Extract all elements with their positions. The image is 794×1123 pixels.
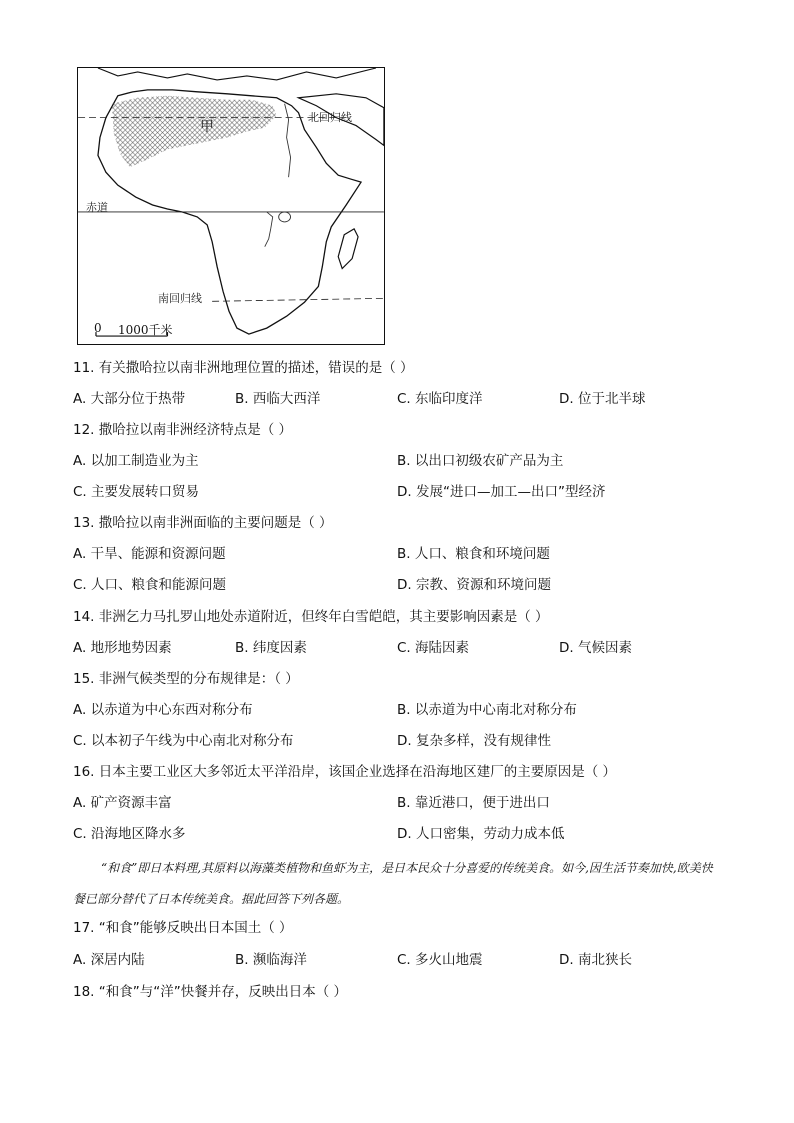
question-15-option-b: B. 以赤道为中心南北对称分布 bbox=[397, 702, 577, 718]
question-16-option-c: C. 沿海地区降水多 bbox=[73, 826, 186, 842]
reading-passage: “和食”即日本料理,其原料以海藻类植物和鱼虾为主，是日本民众十分喜爱的传统美食。如今,因生活节奏加快,欧美快餐已部分替代了日本传统美食。据此回答下列各题。 bbox=[73, 861, 713, 906]
question-17-option-d: D. 南北狭长 bbox=[559, 952, 632, 968]
question-12-option-c: C. 主要发展转口贸易 bbox=[73, 484, 200, 500]
question-11-option-b: B. 西临大西洋 bbox=[235, 391, 321, 407]
question-13-option-a: A. 干旱、能源和资源问题 bbox=[73, 546, 226, 562]
question-15-option-c: C. 以本初子午线为中心南北对称分布 bbox=[73, 733, 294, 749]
question-13-option-b: B. 人口、粮食和环境问题 bbox=[397, 546, 550, 562]
question-15-option-d: D. 复杂多样，没有规律性 bbox=[397, 733, 551, 749]
question-11-option-d: D. 位于北半球 bbox=[559, 391, 646, 407]
question-15-stem: 15. 非洲气候类型的分布规律是：（ ） bbox=[73, 671, 299, 687]
tropic-of-capricorn-label: 南回归线 bbox=[158, 292, 202, 305]
question-12-stem: 12. 撒哈拉以南非洲经济特点是（ ） bbox=[73, 422, 293, 438]
question-14-option-a: A. 地形地势因素 bbox=[73, 640, 172, 656]
question-16-stem: 16. 日本主要工业区大多邻近太平洋沿岸，该国企业选择在沿海地区建厂的主要原因是（ ） bbox=[73, 764, 617, 780]
question-17-option-b: B. 濒临海洋 bbox=[235, 952, 307, 968]
question-16-option-d: D. 人口密集，劳动力成本低 bbox=[397, 826, 565, 842]
question-12-option-a: A. 以加工制造业为主 bbox=[73, 453, 199, 469]
equator-label: 赤道 bbox=[86, 201, 108, 214]
europe-coastline bbox=[98, 68, 376, 80]
question-13-option-c: C. 人口、粮食和能源问题 bbox=[73, 577, 227, 593]
question-18-stem: 18. “和食”与“洋”快餐并存，反映出日本（ ） bbox=[73, 984, 348, 1000]
question-11-option-c: C. 东临印度洋 bbox=[397, 391, 483, 407]
question-17-option-a: A. 深居内陆 bbox=[73, 952, 145, 968]
question-13-stem: 13. 撒哈拉以南非洲面临的主要问题是（ ） bbox=[73, 515, 333, 531]
question-17-option-c: C. 多火山地震 bbox=[397, 952, 483, 968]
question-12-option-d: D. 发展“进口—加工—出口”型经济 bbox=[397, 484, 606, 500]
question-14-option-c: C. 海陆因素 bbox=[397, 640, 470, 656]
africa-map bbox=[77, 67, 385, 345]
madagascar bbox=[338, 229, 358, 269]
question-11-stem: 11. 有关撒哈拉以南非洲地理位置的描述，错误的是（ ） bbox=[73, 360, 414, 376]
question-12-option-b: B. 以出口初级农矿产品为主 bbox=[397, 453, 564, 469]
scale-zero: 0 bbox=[94, 321, 102, 335]
question-17-stem: 17. “和食”能够反映出日本国土（ ） bbox=[73, 920, 293, 936]
question-16-option-b: B. 靠近港口，便于进出口 bbox=[397, 795, 550, 811]
question-15-option-a: A. 以赤道为中心东西对称分布 bbox=[73, 702, 253, 718]
scale-value: 1000千米 bbox=[118, 323, 173, 337]
question-14-option-d: D. 气候因素 bbox=[559, 640, 632, 656]
question-16-option-a: A. 矿产资源丰富 bbox=[73, 795, 172, 811]
question-13-option-d: D. 宗教、资源和环境问题 bbox=[397, 577, 551, 593]
tropic-of-cancer-label: 北回归线 bbox=[308, 111, 352, 124]
question-14-option-b: B. 纬度因素 bbox=[235, 640, 307, 656]
region-jia-label: 甲 bbox=[200, 119, 214, 135]
question-11-option-a: A. 大部分位于热带 bbox=[73, 391, 186, 407]
question-14-stem: 14. 非洲乞力马扎罗山地处赤道附近，但终年白雪皑皑，其主要影响因素是（ ） bbox=[73, 609, 549, 625]
